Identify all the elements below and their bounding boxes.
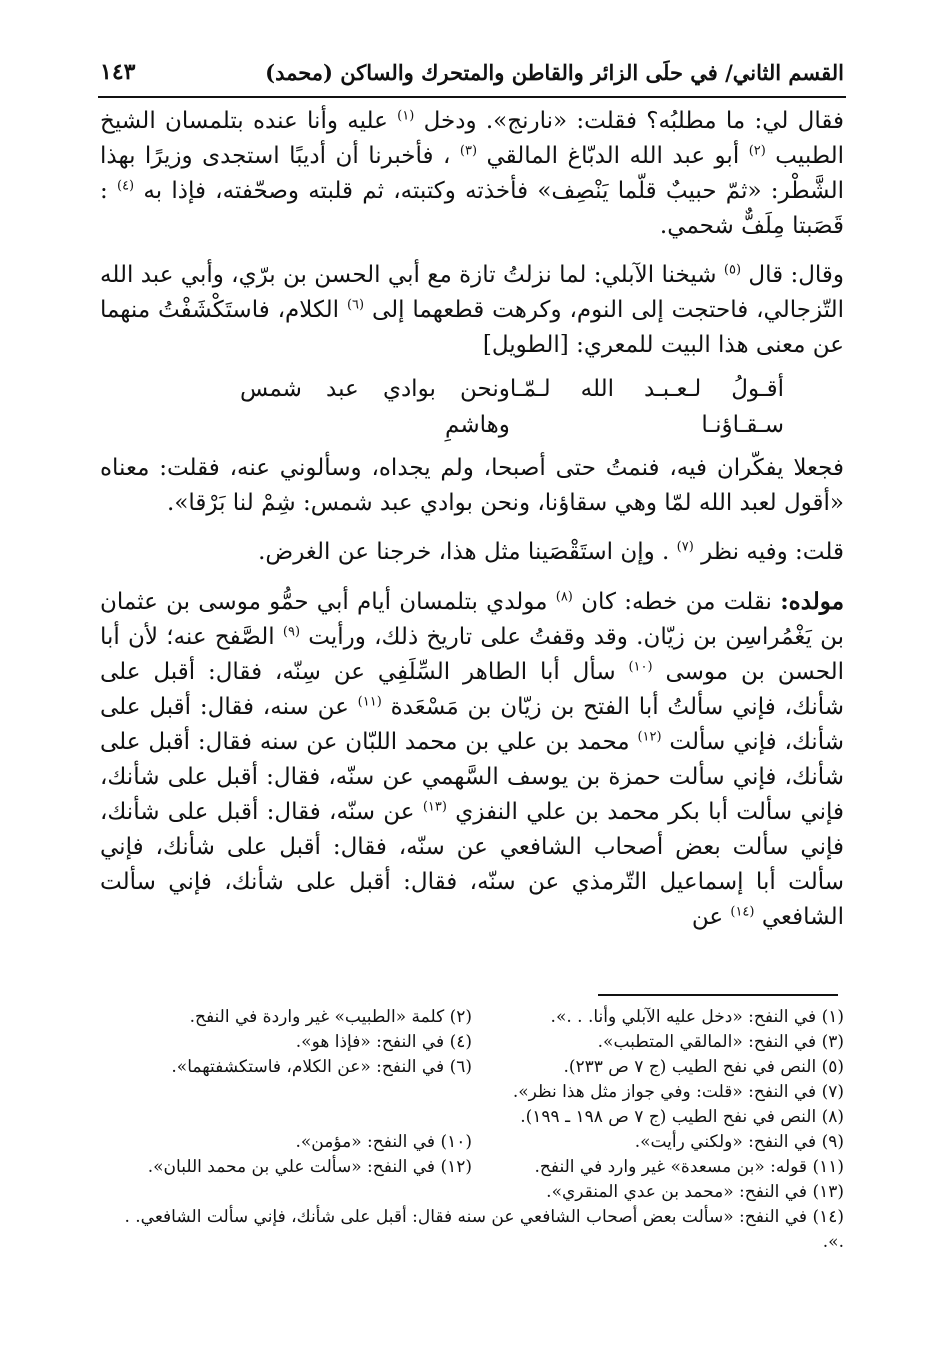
text-run: ، فأخبرنا أن أديبًا استجدى وزيرًا بهذا الشَّطْر: «ثمّ حبيبٌ قلّما يَنْصِف» فأخذته وكتبته، ثم قلبته وصحّفته، فإذا به [100, 143, 845, 204]
footnote-13: (١٣) في النفح: «محمد بن عدي المنقري». [546, 1182, 844, 1202]
footnote-ref[interactable]: (٣) [459, 143, 478, 159]
text-run: عن سنه، فقال: أقبل على شأنك، فإني سألت [100, 694, 844, 755]
footnote-8: (٨) النص في نفح الطيب (ج ٧ ص ١٩٨ ـ ١٩٩). [520, 1107, 844, 1127]
page-header [100, 52, 844, 92]
footnote-6: (٦) في النفح: «عن الكلام، فاستكشفتهما». [171, 1057, 472, 1077]
footnote-ref[interactable]: (٤) [116, 178, 135, 194]
footnote-row [100, 1130, 844, 1155]
footnotes-section [100, 1005, 844, 1255]
text-run: عن سنّه، فقال: أقبل على شأنك، فإني سألت بعض أصحاب الشافعي عن سنّه، فقال: أقبل على شأنك، فإني سألت أبا إسماعيل التّرمذي عن سنّه، فقال: أقبل على شأنك، فإني سألت الشافعي [100, 799, 844, 930]
footnote-row [100, 1205, 844, 1255]
text-run: قلت: وفيه نظر [701, 539, 844, 565]
paragraph-3: فجعلا يفكّران فيه، فنمتُ حتى أصبحا، ولم يجداه، وسألوني عنه، فقلت: معناه «أقول لعبد الله لمّا وهي سقاؤنا، ونحن بوادي عبد شمس: شِمْ لنا بَرْقا». [100, 455, 844, 516]
verse-first-hemistich: أقـولُ لـعـبـد الله لـمّـا سـقـاؤنـا [509, 376, 784, 438]
paragraph-5 [100, 584, 844, 935]
text-run: مولدي بتلمسان أيام أبي حمُّو موسى بن عثمان بن يَغْمُراسِن بن زيّان. وقد وقفتُ على تاريخ ذلك، ورأيت [100, 589, 845, 650]
footnote-ref[interactable]: (٥) [723, 262, 742, 278]
footnote-divider [598, 994, 838, 996]
paragraph-gap [100, 570, 844, 584]
footnote-ref[interactable]: (١٣) [422, 799, 447, 815]
footnote-ref[interactable]: (٢) [748, 143, 766, 159]
text-run: . وإن استَقْصَينا مثل هذا، خرجنا عن الغرض. [258, 539, 670, 565]
footnote-10: (١٠) في النفح: «مؤمن». [295, 1132, 472, 1152]
footnote-7: (٧) في النفح: «قلت: وفي جواز مثل هذا نظر». [512, 1082, 844, 1102]
footnote-row [100, 1105, 844, 1130]
footnote-ref[interactable]: (٩) [282, 624, 301, 640]
footnote-row [100, 1055, 844, 1080]
paragraph-gap [100, 521, 844, 535]
footnote-ref[interactable]: (١٠) [628, 659, 653, 675]
section-heading: مولده: [780, 588, 845, 615]
footnote-row [100, 1080, 844, 1105]
verse-second-hemistich: ونحن بوادي عبد شمس وهاشمِ [240, 376, 510, 438]
text-run: الكلام، فاستَكْشَفْتُ منهما عن معنى هذا البيت للمعري: [الطويل] [100, 297, 844, 358]
main-text [100, 104, 844, 935]
text-run: شيخنا الآبلي: لما نزلتُ تازة مع أبي الحسن بن برّي، وأبي عبد الله التّزجالي، فاحتجت إلى النوم، وكرهت قطعهما إلى [100, 262, 844, 323]
footnote-1: (١) في النفح: «دخل عليه الآبلي وأنا. . .». [550, 1007, 844, 1027]
text-run: وقال: قال [748, 262, 845, 288]
footnote-11: (١١) قوله: «بن مسعدة» غير وارد في النفح. [534, 1157, 844, 1177]
footnote-ref[interactable]: (١١) [357, 694, 382, 710]
footnote-ref[interactable]: (٨) [555, 589, 573, 605]
poetry-verse [240, 371, 784, 443]
text-run: محمد بن علي بن محمد اللبّان عن سنه فقال: أقبل على شأنك، فإني سألت حمزة بن يوسف السَّهمي عن سنّه، فقال: أقبل على شأنك، فإني سألت أبا بكر محمد بن علي النفزي [100, 729, 845, 825]
text-run: : قَصَبتا مِلَفٌّ شحمي. [100, 178, 844, 239]
paragraph-gap [100, 244, 844, 258]
footnote-row [100, 1180, 844, 1205]
footnote-4: (٤) في النفح: «فإذا هو». [295, 1032, 472, 1052]
text-run: سأل أبا الطاهر السِّلَفِي عن سِنّه، فقال: أقبل على شأنك، فإني سألتُ أبا الفتح بن زيّان بن مَسْعَدة [100, 659, 845, 720]
header-divider [98, 96, 846, 98]
footnote-ref[interactable]: (١٤) [730, 904, 755, 920]
paragraph-4 [100, 535, 844, 570]
footnote-row [100, 1030, 844, 1055]
text-run: أبو عبد الله الدبّاغ المالقي [486, 143, 740, 169]
text-run: عن [691, 904, 724, 930]
paragraph-2 [100, 258, 844, 363]
footnote-row [100, 1155, 844, 1180]
paragraph-1 [100, 104, 844, 244]
footnote-ref[interactable]: (٦) [346, 297, 365, 313]
text-run: نقلت من خطه: كان [581, 589, 772, 615]
text-run: الصَّفح عنه؛ لأن أبا الحسن بن موسى [100, 624, 844, 685]
footnote-ref[interactable]: (١) [397, 108, 415, 124]
text-run: عليه وأنا عنده بتلمسان الشيخ الطبيب [100, 108, 845, 169]
page-number: ١٤٣ [100, 59, 136, 85]
footnote-2: (٢) كلمة «الطبيب» غير واردة في النفح. [189, 1007, 472, 1027]
footnote-3: (٣) في النفح: «المالقي المتطبب». [597, 1032, 844, 1052]
text-run: فقال لي: ما مطلبُه؟ فقلت: «نارنج». ودخل [423, 108, 845, 134]
footnote-12: (١٢) في النفح: «سألت علي بن محمد اللبان». [147, 1157, 472, 1177]
footnote-14: (١٤) في النفح: «سألت بعض أصحاب الشافعي عن سنه فقال: أقبل على شأنك، فإني سألت الشافعي. . .». [124, 1207, 844, 1252]
footnote-row [100, 1005, 844, 1030]
footnote-9: (٩) في النفح: «ولكني رأيت». [634, 1132, 844, 1152]
footnote-ref[interactable]: (١٢) [637, 729, 662, 745]
footnote-ref[interactable]: (٧) [676, 539, 694, 555]
footnote-5: (٥) النص في نفح الطيب (ج ٧ ص ٢٣٣). [563, 1057, 844, 1077]
section-title: القسم الثاني/ في حلَى الزائر والقاطن والمتحرك والساكن (محمد) [265, 59, 844, 85]
